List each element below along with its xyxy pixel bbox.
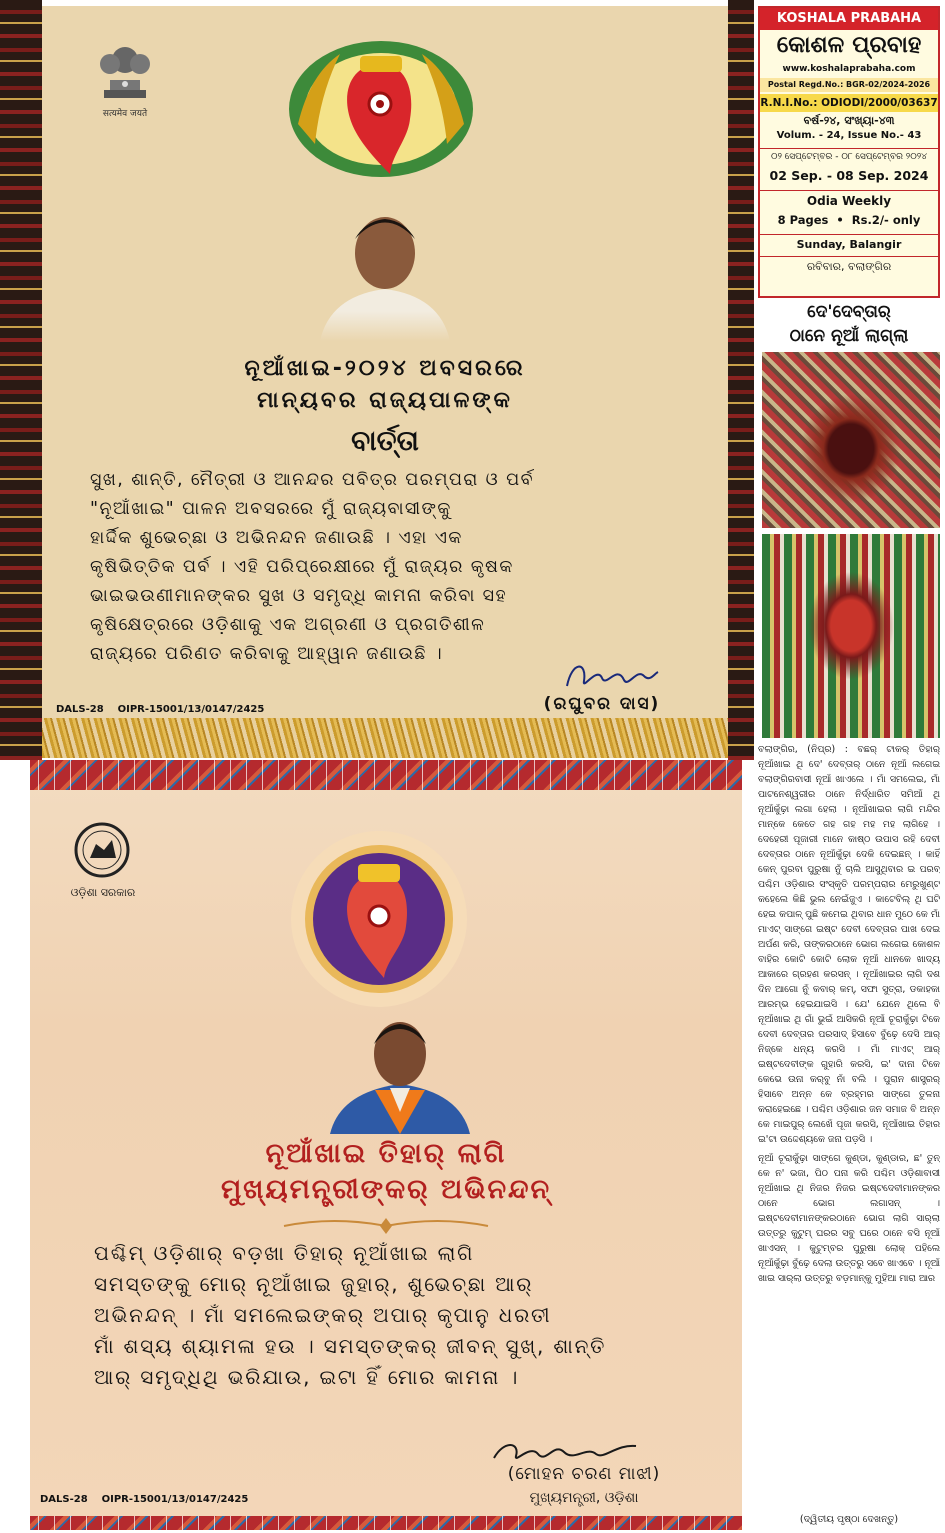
governor-ad-code: DALS-28 OIPR-15001/13/0147/2425 bbox=[56, 704, 265, 715]
national-emblem-icon bbox=[90, 34, 160, 119]
message-line: ରାଜ୍ୟରେ ପରିଣତ କରିବାକୁ ଆହ୍ୱାନ ଜଣାଉଛି । bbox=[90, 644, 444, 664]
news-article bbox=[758, 742, 940, 1512]
masthead-date-or: ୦୨ ସେପ୍ଟେମ୍ବର - ୦୮ ସେପ୍ଟେମ୍ବର ୨୦୨୪ bbox=[760, 148, 938, 165]
divider-ornament bbox=[282, 1214, 490, 1236]
governor-signatory: (ରଘୁବର ଦାସ) bbox=[543, 694, 661, 714]
odisha-govt-emblem-icon bbox=[72, 820, 132, 880]
right-border-strip bbox=[728, 0, 754, 760]
deity-logo bbox=[280, 34, 482, 184]
masthead-date-en: 02 Sep. - 08 Sep. 2024 bbox=[769, 168, 929, 183]
wheat-border bbox=[42, 718, 728, 758]
governor-title-line3: ବାର୍ତ୍ତା bbox=[351, 424, 419, 457]
news-headline-line2: ଠାନେ ନୂଆଁ ଲାଗ୍ଲା bbox=[789, 326, 909, 346]
governor-title-line1: ନୂଆଁଖାଇ-୨୦୨୪ ଅବସରରେ bbox=[244, 356, 526, 381]
news-paragraph: ନୂଆଁ ଚୂରାକୁଁଢ଼ା ସାଙ୍ଗେ କୁଣ୍ଡା, କୁଣ୍ଡାର, ଛ' ତୁନ୍ କେ ନ' ଭଜା, ପିଠ ପନା କରି ପଶ୍ଚିମ ଓଡ଼ିଶାବାସୀ ନୂଆଁଖାଇ ଥି ନିଜର ନିଜର ଇଷ୍ଟଦେବୀମାନଙ୍କର ଠାନେ ଭୋଗ ଲଗାସନ୍ । ଇଷ୍ଟଦେବୀମାନଙ୍କରଠାନେ ଭୋଗ ଲାଗି ସାର୍‌ଲା ଉତ୍ତରୁ କୁଟୁମ୍ ଘରର ସବୁ ଘରେ ଠାନେ ବସି ନୂଆଁ ଖାଏସନ୍ । କୁଟୁମ୍ବର ପୁରୁଷା ଲୋକ୍ ପହିଲେ ନୂଆଁକୁଁଢ଼ା ବୁଁଢ଼େ ଦେଲା ଉତ୍ତରୁ ସବେ ଖାଏବେ । ନୂଆଁ ଖାଇ ସାର୍‌ଲା ଉତ୍ତରୁ ବଡ଼ମାନ୍‌କୁ ମୁହିଆ ମାରା ଆର bbox=[758, 1153, 940, 1284]
deity-logo bbox=[288, 828, 470, 1010]
chief-minister-greeting-ad bbox=[30, 760, 742, 1530]
message-line: ପଶ୍ଚିମ୍ ଓଡ଼ିଶାର୍ ବଡ଼ଖା ତିହାର୍ ନୂଆଁଖାଇ ଲାଗି bbox=[94, 1241, 475, 1265]
masthead-volume-en: Volum. - 24, Issue No.- 43 bbox=[776, 130, 922, 141]
cm-title-line1: ନୂଆଁଖାଇ ତିହାର୍ ଲାଗି bbox=[265, 1138, 507, 1169]
masthead-day-en: Sunday, Balangir bbox=[760, 234, 938, 255]
message-line: ସୁଖ, ଶାନ୍ତି, ମୈତ୍ରୀ ଓ ଆନନ୍ଦର ପବିତ୍ର ପରମ୍ପରା ଓ ପର୍ବ bbox=[90, 470, 534, 490]
cm-signatory: (ମୋହନ ଚରଣ ମାଝୀ) bbox=[507, 1464, 661, 1484]
message-line: ଆର୍ ସମୃଦ୍ଧିଥି ଭରିଯାଉ, ଇଟା ହିଁ ମୋର କାମନା । bbox=[94, 1365, 520, 1389]
emblem-motto: सत्यमेव जयते bbox=[102, 109, 148, 119]
cm-message bbox=[94, 1238, 706, 1393]
masthead-volume-or: ବର୍ଷ-୨୪, ସଂଖ୍ୟା-୪୩ bbox=[803, 114, 895, 127]
newspaper-masthead bbox=[758, 6, 940, 298]
governor-message-ad bbox=[42, 6, 728, 758]
govt-label: ଓଡ଼ିଶା ସରକାର bbox=[70, 886, 136, 899]
cm-designation: ମୁଖ୍ୟମନ୍ତ୍ରୀ, ଓଡ଼ିଶା bbox=[529, 1490, 639, 1506]
message-line: ଅଭିନନ୍ଦନ୍ । ମାଁ ସମଲେଇଙ୍କର୍ ଅପାର୍ କୃପାନୁ ଧରତୀ bbox=[94, 1303, 552, 1327]
masthead-day-or: ରବିବାର, ବଲାଙ୍ଗିର bbox=[760, 256, 938, 277]
news-continued: (ଦ୍ୱିତୀୟ ପୃଷ୍ଠା ଦେଖନ୍ତୁ) bbox=[799, 1514, 899, 1525]
cm-title-line2: ମୁଖ୍ୟମନ୍ତ୍ରୀଙ୍କର୍ ଅଭିନନ୍ଦନ୍ bbox=[220, 1174, 552, 1205]
message-line: ଭାଇଭଉଣୀମାନଙ୍କର ସୁଖ ଓ ସମୃଦ୍ଧି କାମନା କରିବା ସହ bbox=[90, 586, 508, 606]
top-pattern-band bbox=[30, 760, 742, 790]
masthead-name-or: କୋଶଳ ପ୍ରବାହ bbox=[776, 32, 922, 58]
masthead-rni: R.N.I.No.: ODIODI/2000/03637 bbox=[760, 94, 938, 112]
masthead-pages: 8 Pages • Rs.2/- only bbox=[777, 213, 921, 227]
masthead-postal: Postal Regd.No.: BGR-02/2024-2026 bbox=[760, 78, 938, 92]
chief-minister-photo bbox=[320, 1012, 480, 1134]
message-line: "ନୂଆଁଖାଇ" ପାଳନ ଅବସରରେ ମୁଁ ରାଜ୍ୟବାସୀଙ୍କୁ bbox=[90, 499, 452, 519]
news-paragraph: ବଲାଙ୍ଗିର, (ନିପ୍ର) : ବଛର୍ ଟାକର୍ ତିହାର୍ ନୂଆଁଖାଇ ଥି ଦେ' ଦେବ୍ତାର୍ ଠାନେ ନୂଆଁ ଲଗେଇ ବଲାଙ୍ଗିରବାସୀ ନୂଆଁ ଖାଏଲେ । ମାଁ ସମଲେଇ, ମାଁ ପାଟନେଶ୍ୱରୀର ଠାନେ ନିର୍ଦ୍ଧାରିତ ସମିଆଁ ଥି ନୂଆଁକୁଁଢ଼ା ଲଗା ହେଲା । ନୂଆଁଖାଇର ଲାଗି ମନ୍ଦିର ମାନ୍‌କେ କେତେ ଗହ ଗହ ମହ ମହ ଲାଗିହେ । ଦେହେରୀ ପୂଜାରୀ ମାନେ କାଷ୍ଠ ଉପାସ ରହି ଦେବୀ ଦେବ୍ତାର ଠାନେ ନୂଆଁକୁଁଢ଼ା ଦେକି ଦେଇଛନ୍ । କାହିଁ କେନ୍ ପୁରବା ପୁରୁଷା ନୁଁ ଚାଲି ଆସୁଥିବାର ଇ ପରବ୍ ପଶ୍ଚିମ ଓଡ଼ିଶାର ସଂସ୍କୃତି ପରମ୍ପରାର ମେରୁଖୁଣ୍ଟ କହେଲେ କିଛି ଭୁଲ ନେଇଁଜୁଏ । କାଟେବିଲ୍ ଥି ଘଟି ହେଇ କପାଳ୍ ପୁଛି କମେଇ ଥିବାର ଧାନ ମୁଠେ କେ ମାଁ ମାଏଟ୍ ସାଙ୍ଗେ ଇଷ୍ଟ ଦେବୀ ଦେବ୍ତାର ପାଖ ଦେଇ ଅର୍ପଣ କରି, ତାଙ୍କରଠାନେ ଭୋଗ ଲଗେଇ କୋଶଳ ବାହିର କୋଟି କୋଟି ଲୋକ ନୂଆଁ ଧାନକେ ଖାଦ୍ୟ ଆକାରେ ଗ୍ରହଣ କରସନ୍ । ନୂଆଁଖାଇର ଲାଗି ଦଶ ଦିନ ଆଗୋ ନୁଁ କବାର୍ କମ୍, ସଫା ସୁତ୍ରା, ଡକାହକା ଆରମ୍ଭ ହେଇଯାଇସି । ଯେ' ଯେନେ ଥିଲେ ବି ନୂଆଁଖାଇ ଥି ଗାଁ ଭୁଇଁ ଆସିକରି ନୂଆଁ ଚୂରାକୁଁଢ଼ା ଟିକେ ଦେବୀ ଦେବ୍ତାର ପରସାଦ୍ ହିସାବେ ବୁଁଢ଼େ ଦେସି ଆର୍ ନିଜ୍‌କେ ଧନ୍ୟ କରସି । ମାଁ ମାଏଟ୍ ଆର୍ ଇଷ୍ଟଦେବୀଙ୍କ ଗୁହାରି କରସି, ଇ' ଦାନା ଟିକେ କେଭେ ଉନା କର୍‌ବୁ ନାଁ ବଲି । ପୁରାନ ଶାସ୍ତ୍ରର୍ ହିସାବେ ଅନ୍ନ କେ ବ୍ରହ୍ମର ସାଙ୍ଗେ ତୁଳନା କରାହେଇଛେ । ପଶ୍ଚିମ ଓଡ଼ିଶାର ଜନ ସମାଜ ବି ଅନ୍ନ କେ ମାଇପୁର୍ ଲେଖେଁ ପୂଜା କରସି, ନୂଆଁଖାଇ ତିହାର ଇ'ଟା ଉଦ୍ଦେଶ୍ୟକେ ଜନା ପଡ଼ସି । bbox=[758, 744, 940, 1145]
governor-title-line2: ମାନ୍ୟବର ରାଜ୍ୟପାଳଙ୍କ bbox=[257, 388, 513, 413]
governor-signature bbox=[562, 656, 662, 696]
bottom-pattern-band bbox=[30, 1516, 742, 1530]
cm-ad-code: DALS-28 OIPR-15001/13/0147/2425 bbox=[40, 1494, 249, 1505]
message-line: କୃଷିଭିତ୍ତିକ ପର୍ବ । ଏହି ପରିପ୍ରେକ୍ଷୀରେ ମୁଁ ରାଜ୍ୟର କୃଷକ bbox=[90, 557, 514, 577]
masthead-type: Odia Weekly bbox=[760, 190, 938, 211]
masthead-website: www.koshalaprabaha.com bbox=[782, 64, 916, 74]
message-line: ସମସ୍ତଙ୍କୁ ମୋର୍ ନୂଆଁଖାଇ ଜୁହାର୍, ଶୁଭେଚ୍ଛା ଆର୍ bbox=[94, 1272, 534, 1296]
governor-photo bbox=[310, 201, 460, 341]
temple-photo-1 bbox=[762, 352, 940, 528]
masthead-name-en: KOSHALA PRABAHA bbox=[760, 8, 938, 30]
left-border-strip bbox=[0, 0, 42, 760]
governor-message bbox=[90, 466, 690, 669]
temple-photo-2 bbox=[762, 534, 940, 738]
message-line: କୃଷିକ୍ଷେତ୍ରରେ ଓଡ଼ିଶାକୁ ଏକ ଅଗ୍ରଣୀ ଓ ପ୍ରଗତିଶୀଳ bbox=[90, 615, 486, 635]
message-line: ହାର୍ଦ୍ଦିକ ଶୁଭେଚ୍ଛା ଓ ଅଭିନନ୍ଦନ ଜଣାଉଛି । ଏହା ଏକ bbox=[90, 528, 463, 548]
message-line: ମାଁ ଶସ୍ୟ ଶ୍ୟାମଳା ହଉ । ସମସ୍ତଙ୍କର୍ ଜୀବନ୍ ସୁଖ୍, ଶାନ୍ତି bbox=[94, 1334, 607, 1358]
news-headline-line1: ଦେ'ଦେବ୍ତାର୍ bbox=[807, 302, 891, 322]
